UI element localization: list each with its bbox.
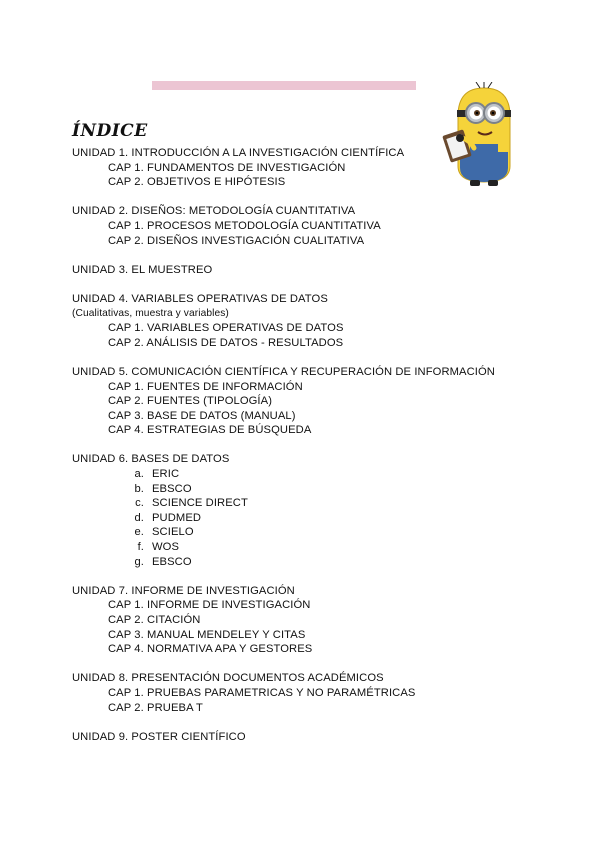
- unit-heading: UNIDAD 1. INTRODUCCIÓN A LA INVESTIGACIÓN CIENTÍFICA: [72, 147, 405, 159]
- list-item-text: EBSCO: [152, 555, 192, 568]
- list-marker: f.: [137, 541, 144, 554]
- database-list-item: [72, 467, 552, 482]
- list-item-text: ERIC: [152, 468, 180, 481]
- database-list-item: [72, 496, 552, 511]
- list-marker: c.: [135, 497, 144, 510]
- unit-heading: UNIDAD 7. INFORME DE INVESTIGACIÓN: [72, 584, 295, 597]
- unit-heading: UNIDAD 5. COMUNICACIÓN CIENTÍFICA Y RECUPERACIÓN DE INFORMACIÓN: [72, 365, 495, 378]
- list-marker: d.: [134, 511, 144, 524]
- section-spacer: [72, 190, 552, 205]
- section-spacer: [72, 657, 552, 672]
- chapter-entry: CAP 1. FUNDAMENTOS DE INVESTIGACIÓN: [108, 161, 346, 174]
- chapter-entry: CAP 2. DISEÑOS INVESTIGACIÓN CUALITATIVA: [108, 234, 365, 247]
- index-title: ÍNDICE: [72, 121, 148, 141]
- chapter-entry: CAP 1. FUENTES DE INFORMACIÓN: [108, 380, 303, 393]
- list-item-text: PUDMED: [152, 511, 202, 524]
- database-list-item: [72, 540, 552, 555]
- section-spacer: [72, 277, 552, 292]
- chapter-entry: CAP 1. PROCESOS METODOLOGÍA CUANTITATIVA: [108, 219, 381, 232]
- chapter-entry: CAP 2. OBJETIVOS E HIPÓTESIS: [108, 176, 286, 189]
- chapter-entry: CAP 4. ESTRATEGIAS DE BÚSQUEDA: [108, 424, 312, 437]
- list-marker: b.: [134, 482, 144, 495]
- chapter-entry: CAP 2. ANÁLISIS DE DATOS - RESULTADOS: [108, 336, 344, 349]
- unit-heading: UNIDAD 3. EL MUESTREO: [72, 263, 213, 276]
- list-item-text: SCIENCE DIRECT: [152, 497, 248, 510]
- chapter-entry: CAP 1. PRUEBAS PARAMETRICAS Y NO PARAMÉTRICAS: [108, 686, 416, 699]
- section-spacer: [72, 438, 552, 453]
- chapter-entry: CAP 3. MANUAL MENDELEY Y CITAS: [108, 628, 306, 641]
- database-list-item: [72, 482, 552, 497]
- unit-note: (Cualitativas, muestra y variables): [72, 307, 229, 319]
- section-spacer: [72, 350, 552, 365]
- database-list-item: [72, 555, 552, 570]
- list-marker: g.: [134, 555, 144, 568]
- chapter-entry: CAP 1. INFORME DE INVESTIGACIÓN: [108, 599, 311, 612]
- chapter-entry: CAP 1. VARIABLES OPERATIVAS DE DATOS: [108, 322, 344, 335]
- chapter-entry: CAP 4. NORMATIVA APA Y GESTORES: [108, 643, 313, 656]
- list-item-text: EBSCO: [152, 482, 192, 495]
- unit-heading: UNIDAD 4. VARIABLES OPERATIVAS DE DATOS: [72, 292, 328, 305]
- section-spacer: [72, 715, 552, 730]
- header-highlight-bar: [152, 81, 416, 90]
- unit-heading: UNIDAD 8. PRESENTACIÓN DOCUMENTOS ACADÉMICOS: [72, 672, 384, 685]
- list-marker: a.: [134, 468, 144, 481]
- chapter-entry: CAP 3. BASE DE DATOS (MANUAL): [108, 409, 296, 422]
- list-marker: e.: [134, 526, 144, 539]
- table-of-contents: [72, 146, 552, 744]
- chapter-entry: CAP 2. CITACIÓN: [108, 614, 201, 626]
- unit-heading: UNIDAD 9. POSTER CIENTÍFICO: [72, 730, 246, 743]
- unit-heading: UNIDAD 6. BASES DE DATOS: [72, 453, 230, 466]
- section-spacer: [72, 248, 552, 263]
- unit-heading: UNIDAD 2. DISEÑOS: METODOLOGÍA CUANTITATIVA: [72, 205, 356, 218]
- section-spacer: [72, 569, 552, 584]
- chapter-entry: CAP 2. PRUEBA T: [108, 701, 203, 714]
- chapter-entry: CAP 2. FUENTES (TIPOLOGÍA): [108, 395, 273, 408]
- list-item-text: SCIELO: [152, 526, 194, 539]
- list-item-text: WOS: [152, 541, 180, 554]
- database-list-item: [72, 525, 552, 540]
- database-list-item: [72, 511, 552, 526]
